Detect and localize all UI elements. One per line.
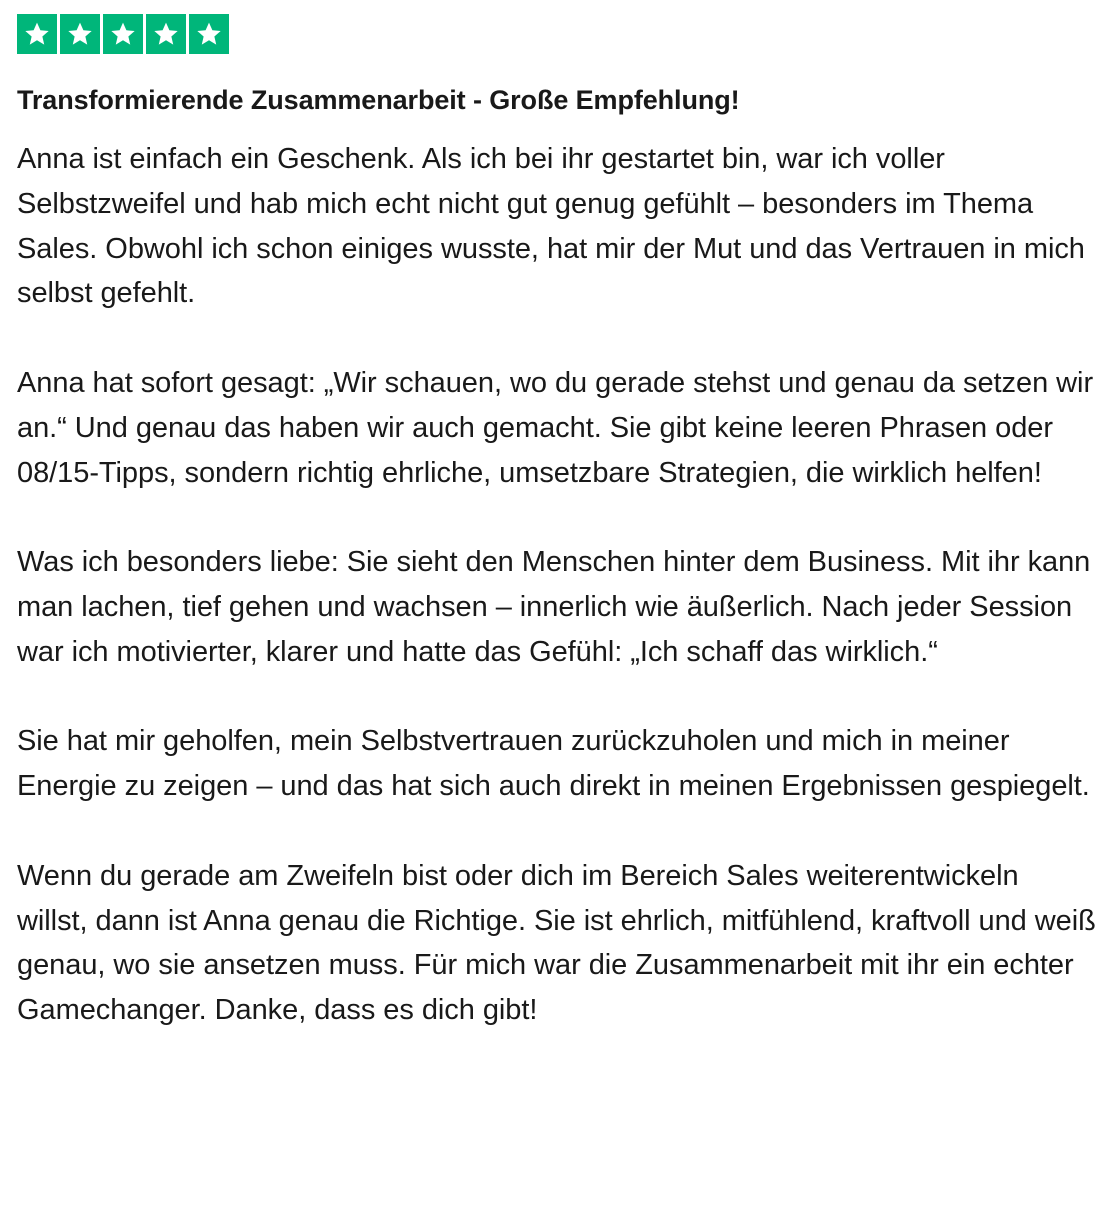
star-icon xyxy=(103,14,143,54)
star-icon xyxy=(146,14,186,54)
review-card xyxy=(17,14,1097,1033)
star-icon xyxy=(189,14,229,54)
star-icon xyxy=(60,14,100,54)
star-rating xyxy=(17,14,1097,54)
review-title: Transformierende Zusammenarbeit - Große Empfehlung! xyxy=(17,85,740,115)
review-paragraph: Was ich besonders liebe: Sie sieht den Menschen hinter dem Business. Mit ihr kann man lachen, tief gehen und wachsen – innerlich wie äußerlich. Nach jeder Session war ich motivierter, klarer und hatte das Gefühl: „Ich schaff das wirklich.“ xyxy=(17,546,1091,668)
star-icon xyxy=(17,14,57,54)
review-paragraph: Wenn du gerade am Zweifeln bist oder dich im Bereich Sales weiterentwickeln willst, dann ist Anna genau die Richtige. Sie ist ehrlich, mitfühlend, kraftvoll und weiß genau, wo sie ansetzen muss. Für mich war die Zusammenarbeit mit ihr ein echter Gamechanger. Danke, dass es dich gibt! xyxy=(17,859,1096,1027)
review-paragraph: Sie hat mir geholfen, mein Selbstvertrauen zurückzuholen und mich in meiner Energie zu zeigen – und das hat sich auch direkt in meinen Ergebnissen gespiegelt. xyxy=(17,725,1090,803)
review-body xyxy=(17,137,1097,1033)
review-paragraph: Anna hat sofort gesagt: „Wir schauen, wo du gerade stehst und genau da setzen wir an.“ Und genau das haben wir auch gemacht. Sie gibt keine leeren Phrasen oder 08/15-Tipps, sondern richtig ehrliche, umsetzbare Strategien, die wirklich helfen! xyxy=(17,366,1094,489)
review-paragraph: Anna ist einfach ein Geschenk. Als ich bei ihr gestartet bin, war ich voller Selbstzweifel und hab mich echt nicht gut genug gefühlt – besonders im Thema Sales. Obwohl ich schon einiges wusste, hat mir der Mut und das Vertrauen in mich selbst gefehlt. xyxy=(17,143,1085,310)
